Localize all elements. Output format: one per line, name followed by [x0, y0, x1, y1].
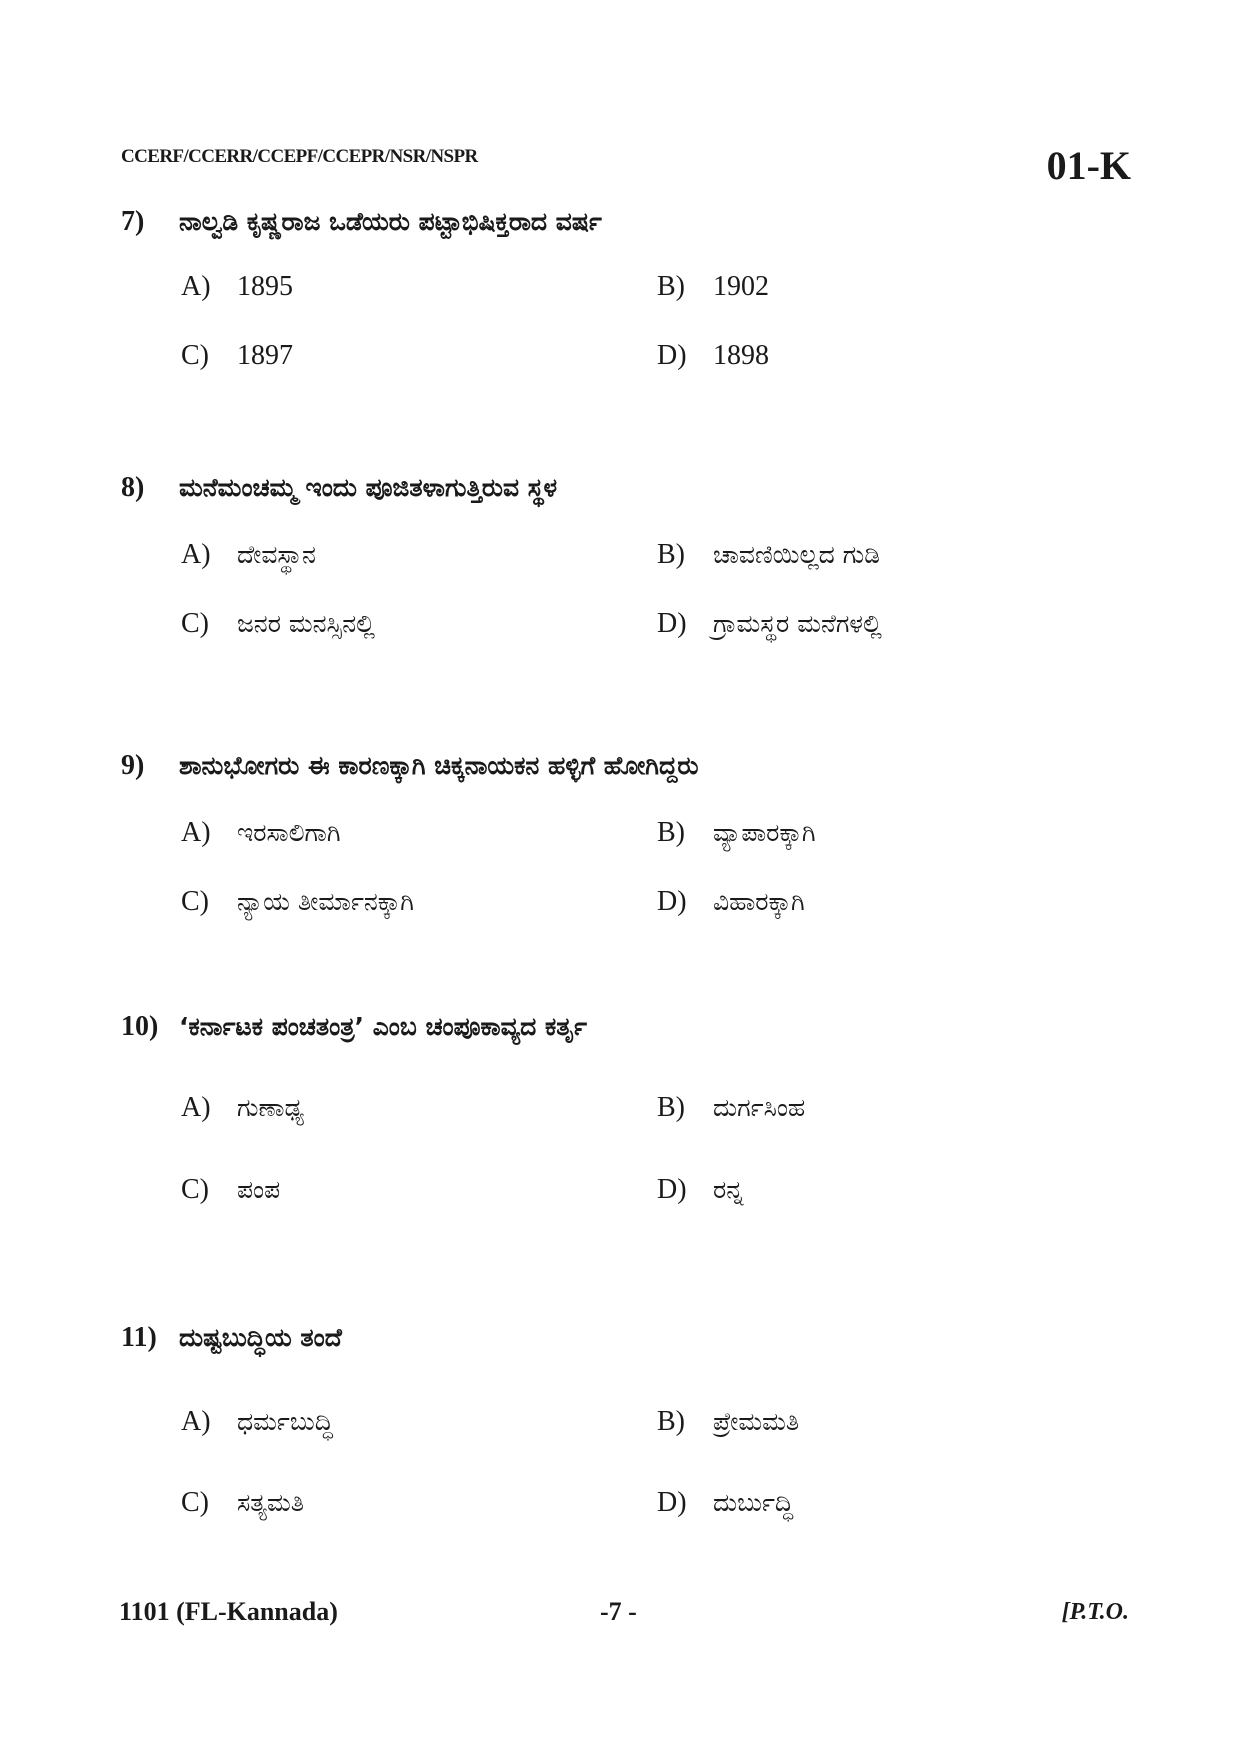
option-label: B) [657, 1092, 685, 1123]
option-label: A) [181, 817, 211, 848]
option-text: ಚಾವಣಿಯಿಲ್ಲದ ಗುಡಿ [713, 540, 880, 569]
option-text: ಪಂಪ [237, 1175, 281, 1204]
option-label: A) [181, 1406, 211, 1437]
option-label: B) [657, 271, 685, 302]
option-10c [181, 1174, 280, 1206]
option-9b [657, 817, 816, 849]
option-8b [657, 539, 880, 571]
option-10d [657, 1174, 744, 1206]
option-label: B) [657, 1406, 685, 1437]
option-10a [181, 1092, 304, 1124]
question-7 [121, 206, 602, 238]
question-number: 7) [121, 206, 145, 237]
option-text: 1895 [237, 271, 293, 302]
option-11d [657, 1487, 793, 1519]
option-label: D) [657, 1487, 687, 1518]
option-text: ಧರ್ಮಬುದ್ಧಿ [237, 1407, 333, 1436]
option-label: D) [657, 608, 687, 639]
option-9d [657, 886, 805, 918]
option-label: D) [657, 1174, 687, 1205]
option-9c [181, 886, 414, 918]
header-exam-codes: CCERF/CCERR/CCEPF/CCEPR/NSR/NSPR [121, 146, 478, 167]
option-text: 1897 [237, 340, 293, 371]
question-text: ಶಾನುಭೋಗರು ಈ ಕಾರಣಕ್ಕಾಗಿ ಚಿಕ್ಕನಾಯಕನ ಹಳ್ಳಿಗೆ ಹೋಗಿದ್ದರು [179, 751, 699, 780]
option-label: C) [181, 340, 209, 371]
page-number: -7 - [600, 1597, 637, 1626]
option-11a [181, 1406, 333, 1438]
option-label: C) [181, 608, 209, 639]
question-text: ನಾಲ್ವಡಿ ಕೃಷ್ಣರಾಜ ಒಡೆಯರು ಪಟ್ಟಾಭಿಷಿಕ್ತರಾದ ವರ್ಷ [179, 207, 602, 236]
option-label: C) [181, 886, 209, 917]
pto-note: [P.T.O. [1061, 1599, 1129, 1625]
question-11 [121, 1322, 342, 1354]
option-label: C) [181, 1174, 209, 1205]
option-7c [181, 340, 293, 372]
question-number: 9) [121, 750, 145, 781]
option-label: B) [657, 539, 685, 570]
option-7d [657, 340, 769, 372]
option-text: ದುರ್ಬುದ್ಧಿ [713, 1488, 794, 1517]
option-8a [181, 539, 316, 571]
option-label: A) [181, 539, 211, 570]
option-text: ಇರಸಾಲಿಗಾಗಿ [237, 818, 341, 847]
paper-code: 01-K [1046, 143, 1131, 188]
option-label: A) [181, 1092, 211, 1123]
option-8d [657, 608, 882, 640]
question-number: 8) [121, 472, 145, 503]
question-text: ‘ಕರ್ನಾಟಕ ಪಂಚತಂತ್ರ’ ಎಂಬ ಚಂಪೂಕಾವ್ಯದ ಕರ್ತೃ [179, 1012, 587, 1041]
option-text: ವ್ಯಾಪಾರಕ್ಕಾಗಿ [713, 818, 816, 847]
question-10 [121, 1011, 587, 1043]
option-text: ಸತ್ಯಮತಿ [237, 1488, 305, 1517]
footer-paper-name: 1101 (FL-Kannada) [119, 1597, 338, 1626]
option-text: ವಿಹಾರಕ್ಕಾಗಿ [713, 887, 805, 916]
option-label: D) [657, 886, 687, 917]
option-text: ದೇವಸ್ಥಾನ [237, 540, 316, 569]
question-number: 11) [121, 1322, 157, 1353]
question-number: 10) [121, 1011, 159, 1042]
option-text: 1902 [713, 271, 769, 302]
question-text: ಮನೆಮಂಚಮ್ಮ ಇಂದು ಪೂಜಿತಳಾಗುತ್ತಿರುವ ಸ್ಥಳ [179, 473, 558, 502]
question-9 [121, 750, 699, 782]
option-10b [657, 1092, 805, 1124]
question-8 [121, 472, 557, 504]
option-11b [657, 1406, 799, 1438]
option-text: ಗ್ರಾಮಸ್ಥರ ಮನೆಗಳಲ್ಲಿ [713, 609, 882, 638]
option-label: D) [657, 340, 687, 371]
option-text: ದುರ್ಗಸಿಂಹ [713, 1093, 806, 1122]
option-11c [181, 1487, 304, 1519]
option-text: ಗುಣಾಢ್ಯ [237, 1093, 304, 1122]
option-text: ರನ್ನ [713, 1175, 744, 1204]
option-label: C) [181, 1487, 209, 1518]
question-text: ದುಷ್ಟಬುದ್ಧಿಯ ತಂದೆ [179, 1323, 342, 1352]
option-7b [657, 271, 769, 303]
option-text: 1898 [713, 340, 769, 371]
option-7a [181, 271, 293, 303]
option-label: A) [181, 271, 211, 302]
option-9a [181, 817, 341, 849]
option-text: ಜನರ ಮನಸ್ಸಿನಲ್ಲಿ [237, 609, 376, 638]
option-label: B) [657, 817, 685, 848]
option-8c [181, 608, 375, 640]
option-text: ನ್ಯಾಯ ತೀರ್ಮಾನಕ್ಕಾಗಿ [237, 887, 414, 916]
option-text: ಪ್ರೇಮಮತಿ [713, 1407, 800, 1436]
